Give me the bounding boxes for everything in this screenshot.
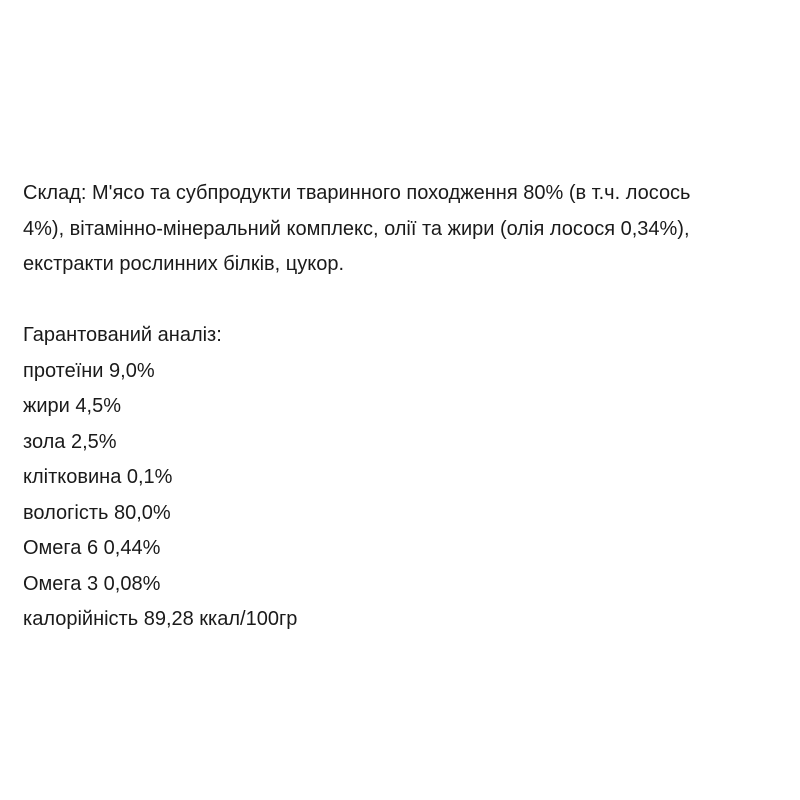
analysis-item-calories: калорійність 89,28 ккал/100гр: [23, 608, 298, 630]
analysis-item-fiber: клітковина 0,1%: [23, 466, 173, 488]
analysis-item-ash: зола 2,5%: [23, 430, 117, 453]
composition-line: екстракти рослинних білків, цукор.: [23, 253, 345, 275]
guaranteed-analysis-block: [23, 318, 783, 638]
analysis-item-fat: жири 4,5%: [23, 395, 121, 417]
composition-block: [23, 176, 783, 283]
analysis-item-moisture: вологість 80,0%: [23, 501, 171, 524]
analysis-title: Гарантований аналіз:: [23, 324, 222, 346]
analysis-item-omega6: Омега 6 0,44%: [23, 537, 161, 559]
product-info-text: [23, 176, 783, 638]
analysis-item-protein: протеїни 9,0%: [23, 359, 155, 382]
section-spacer: [23, 283, 783, 319]
composition-line: 4%), вітамінно-мінеральний комплекс, олії та жири (олія лосося 0,34%),: [23, 217, 690, 240]
analysis-item-omega3: Омега 3 0,08%: [23, 572, 161, 595]
composition-line: Склад: М'ясо та субпродукти тваринного походження 80% (в т.ч. лосось: [23, 182, 691, 204]
